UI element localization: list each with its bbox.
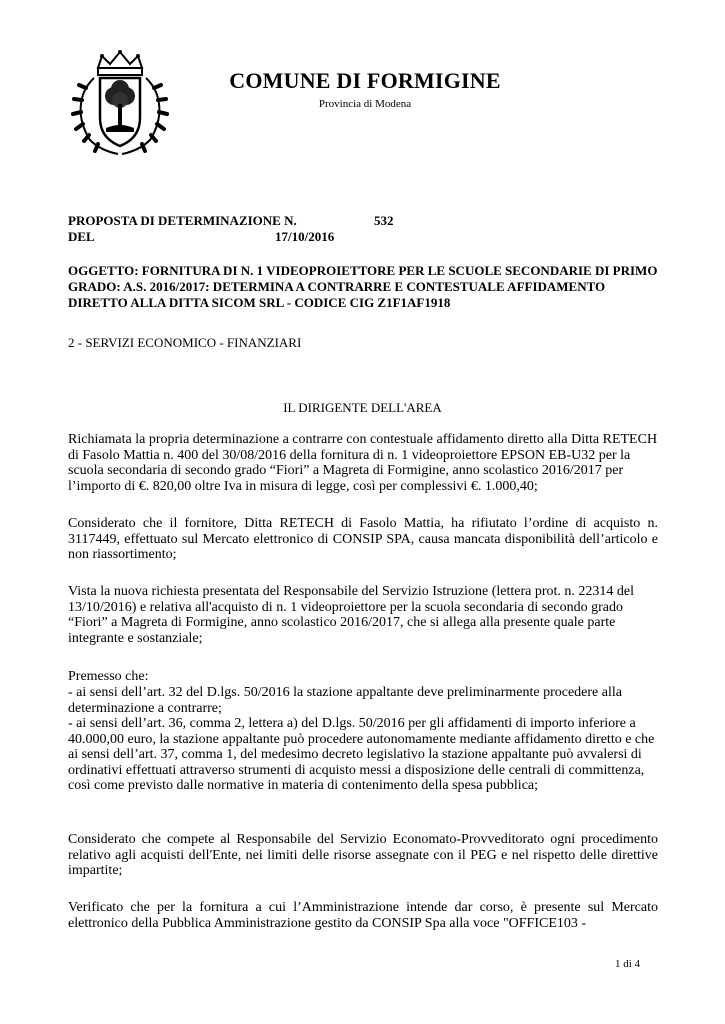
- paragraph-considerato-fornitore: Considerato che il fornitore, Ditta RETECH di Fasolo Mattia, ha rifiutato l’ordine di acquisto n. 3117449, effettuato sul Mercato elettronico di CONSIP SPA, causa mancata disponibilità dell’articolo e non riassortimento;: [68, 516, 658, 562]
- municipal-crest-logo: [68, 48, 172, 156]
- dirigente-heading: IL DIRIGENTE DELL'AREA: [283, 400, 442, 415]
- paragraph-verificato: Verificato che per la fornitura a cui l’Amministrazione intende dar corso, è presente sul Mercato elettronico della Pubblica Amministrazione gestito da CONSIP Spa alla voce "OFFICE103 -: [68, 900, 658, 931]
- paragraph-richiamata: Richiamata la propria determinazione a contrarre con contestuale affidamento diretto alla Ditta RETECH di Fasolo Mattia n. 400 del 30/08/2016 della fornitura di n. 1 videoproiettore EPSON EB-U32 per la scuola secondaria di secondo grado “Fiori” a Magreta di Formigine, anno scolastico 2016/2017 per l’importo di €. 820,00 oltre Iva in misura di legge, così per complessivi €. 1.000,40;: [68, 432, 658, 494]
- proposal-date: 17/10/2016: [275, 229, 335, 244]
- proposal-label: PROPOSTA DI DETERMINAZIONE N.: [68, 213, 297, 228]
- municipality-title: COMUNE DI FORMIGINE: [229, 68, 501, 93]
- paragraph-considerato-economato: Considerato che compete al Responsabile del Servizio Economato-Provveditorato ogni procedimento relativo agli acquisti dell'Ente, nei limiti delle risorse assegnate con il PEG e nel rispetto delle direttive impartite;: [68, 832, 658, 878]
- paragraph-vista-richiesta: Vista la nuova richiesta presentata del Responsabile del Servizio Istruzione (lettera prot. n. 22314 del 13/10/2016) e relativa all'acquisto di n. 1 videoproiettore per la scuola secondaria di secondo grado “Fiori” a Magreta di Formigine, anno scolastico 2016/2017, che si allega alla presente quale parte integrante e sostanziale;: [68, 584, 634, 646]
- proposal-number: 532: [374, 213, 394, 228]
- paragraph-premesso-art36: - ai sensi dell’art. 36, comma 2, lettera a) del D.lgs. 50/2016 per gli affidamenti di importo inferiore a 40.000,00 euro, la stazione appaltante può procedere autonomamente mediante affidamento diretto e che ai sensi dell’art. 37, comma 1, del medesimo decreto legislativo la stazione appaltante può avvalersi di ordinativi effettuati attraverso strumenti di acquisto messi a disposizione delle centrali di committenza, così come previsto dalle normative in materia di contenimento della spesa pubblica;: [68, 716, 655, 793]
- page-number: 1 di 4: [615, 958, 641, 970]
- province-subtitle: Provincia di Modena: [318, 98, 412, 110]
- paragraph-premesso-art32: - ai sensi dell’art. 32 del D.lgs. 50/2016 la stazione appaltante deve preliminarmente procedere alla determinazione a contrarre;: [68, 685, 622, 716]
- department-label: 2 - SERVIZI ECONOMICO - FINANZIARI: [68, 335, 302, 350]
- subject-heading: OGGETTO: FORNITURA DI N. 1 VIDEOPROIETTORE PER LE SCUOLE SECONDARIE DI PRIMO GRADO: A.S. 2016/2017: DETERMINA A CONTRARRE E CONTESTUALE AFFIDAMENTO DIRETTO ALLA DITTA SICOM SRL - CODICE CIG Z1F1AF1918: [68, 263, 658, 310]
- paragraph-premesso-intro: Premesso che:: [68, 669, 149, 684]
- proposal-date-label: DEL: [68, 229, 95, 244]
